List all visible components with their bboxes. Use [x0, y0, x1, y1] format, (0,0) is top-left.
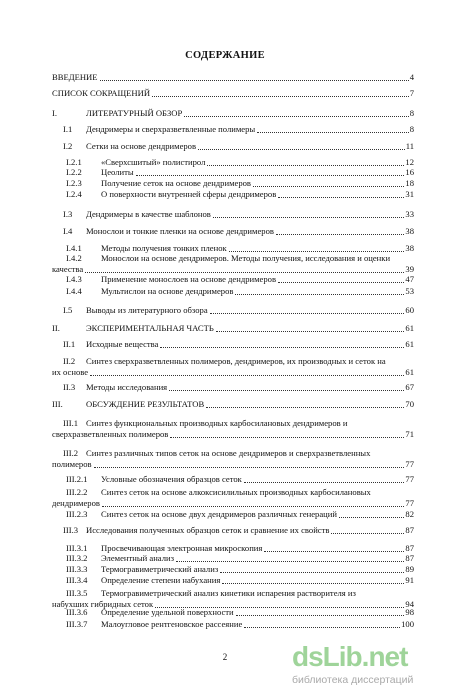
toc-dot-leader — [278, 197, 404, 198]
toc-dot-leader — [136, 175, 405, 176]
toc-entry-title: ОБСУЖДЕНИЕ РЕЗУЛЬТАТОВ — [86, 399, 205, 409]
toc-entry-number: I.4.3 — [66, 274, 82, 284]
toc-entry-page: 16 — [405, 167, 414, 177]
toc-entry-page: 47 — [405, 274, 414, 284]
toc-entry-number: II. — [52, 323, 60, 333]
toc-dot-leader — [222, 583, 404, 584]
toc-entry-page: 60 — [405, 305, 414, 315]
toc-dot-leader — [276, 234, 404, 235]
toc-entry-number: I.1 — [63, 124, 73, 134]
toc-entry-number: I.4.2 — [66, 253, 82, 263]
toc-dot-leader — [184, 116, 408, 117]
toc-dot-leader — [235, 294, 404, 295]
toc-entry-number: I. — [52, 108, 58, 118]
toc-entry-number: I.4.1 — [66, 243, 82, 253]
watermark-subtitle: библиотека диссертаций — [292, 674, 414, 686]
toc-entry-page: 7 — [409, 88, 414, 98]
toc-entry-number: III.3.2 — [66, 553, 88, 563]
toc-entry-title: Цеолиты — [101, 167, 134, 177]
toc-entry-number: I.4 — [63, 226, 73, 236]
toc-dot-leader — [213, 217, 405, 218]
toc-dot-leader — [169, 390, 404, 391]
toc-dot-leader — [176, 561, 404, 562]
toc-entry-page: 53 — [405, 286, 414, 296]
toc-entry-page: 31 — [405, 189, 414, 199]
toc-entry-page: 11 — [405, 141, 414, 151]
toc-entry-number: I.2 — [63, 141, 73, 151]
toc-entry-page: 12 — [405, 157, 414, 167]
toc-entry-title: Дендримеры и сверхразветвленные полимеры — [86, 124, 256, 134]
toc-entry-title: ВВЕДЕНИЕ — [52, 72, 98, 82]
toc-entry-title: Термогравиметрический анализ кинетики испарения растворителя из — [101, 588, 356, 598]
toc-dot-leader — [339, 517, 404, 518]
toc-entry-page: 89 — [405, 564, 414, 574]
toc-entry-number: I.2.4 — [66, 189, 82, 199]
toc-entry-page: 38 — [405, 243, 414, 253]
toc-entry-title: Методы исследования — [86, 382, 168, 392]
toc-entry-title: Элементный анализ — [101, 553, 174, 563]
toc-dot-leader — [207, 165, 404, 166]
toc-entry-page: 71 — [405, 429, 414, 439]
toc-entry-page: 82 — [405, 509, 414, 519]
toc-dot-leader — [253, 186, 404, 187]
toc-entry-title: ЭКСПЕРИМЕНТАЛЬНАЯ ЧАСТЬ — [86, 323, 214, 333]
toc-entry-title-continuation: полимеров — [52, 459, 92, 469]
toc-entry-page: 87 — [405, 543, 414, 553]
toc-entry-title: Получение сеток на основе дендримеров — [101, 178, 251, 188]
page-title: СОДЕРЖАНИЕ — [185, 50, 265, 61]
toc-entry-title: Сетки на основе дендримеров — [86, 141, 197, 151]
page-number: 2 — [222, 652, 228, 662]
toc-dot-leader — [85, 272, 404, 273]
toc-entry-page: 8 — [409, 108, 414, 118]
toc-entry-page: 70 — [405, 399, 414, 409]
toc-entry-number: III.3.7 — [66, 619, 88, 629]
toc-entry-page: 100 — [401, 619, 414, 629]
toc-dot-leader — [236, 615, 405, 616]
toc-entry-title-continuation: дендримеров — [52, 498, 100, 508]
toc-entry-number: I.4.4 — [66, 286, 82, 296]
toc-entry-title: Синтез сверхразветвленных полимеров, дендримеров, их производных и сеток на — [86, 356, 386, 366]
toc-entry-number: II.2 — [63, 356, 76, 366]
toc-dot-leader — [152, 96, 409, 97]
watermark-logo: dsLib.net — [292, 641, 408, 672]
toc-entry-page: 61 — [405, 323, 414, 333]
toc-entry-number: III. — [52, 399, 63, 409]
toc-entry-number: III.3 — [63, 525, 79, 535]
toc-entry-page: 8 — [409, 124, 414, 134]
toc-dot-leader — [257, 132, 409, 133]
toc-dot-leader — [331, 533, 404, 534]
toc-dot-leader — [244, 482, 405, 483]
toc-entry-number: III.3.1 — [66, 543, 88, 553]
toc-entry-number: I.2.1 — [66, 157, 82, 167]
toc-entry-title: СПИСОК СОКРАЩЕНИЙ — [52, 88, 151, 98]
toc-entry-number: III.3.3 — [66, 564, 88, 574]
toc-entry-page: 38 — [405, 226, 414, 236]
toc-entry-page: 4 — [409, 72, 414, 82]
toc-entry-page: 87 — [405, 553, 414, 563]
toc-dot-leader — [264, 551, 404, 552]
toc-entry-number: I.2.3 — [66, 178, 82, 188]
toc-dot-leader — [198, 149, 405, 150]
toc-entry-title-continuation: сверхразветвленных полимеров — [52, 429, 169, 439]
toc-entry-number: III.3.6 — [66, 607, 88, 617]
toc-entry-title: Малоугловое рентгеновское рассеяние — [101, 619, 243, 629]
toc-dot-leader — [94, 467, 405, 468]
toc-entry-title: Определение удельной поверхности — [101, 607, 234, 617]
toc-entry-title: Исследования полученных образцов сеток и сравнение их свойств — [86, 525, 330, 535]
toc-entry-number: I.2.2 — [66, 167, 82, 177]
toc-entry-number: III.2 — [63, 448, 79, 458]
toc-dot-leader — [220, 572, 404, 573]
toc-entry-number: III.2.2 — [66, 487, 88, 497]
toc-dot-leader — [170, 437, 404, 438]
toc-entry-number: I.3 — [63, 209, 73, 219]
toc-entry-title: Определение степени набухания — [101, 575, 221, 585]
toc-dot-leader — [278, 282, 404, 283]
toc-entry-number: II.3 — [63, 382, 76, 392]
toc-entry-title: О поверхности внутренней сферы дендримеров — [101, 189, 277, 199]
toc-entry-title: Монослои и тонкие пленки на основе дендримеров — [86, 226, 274, 236]
toc-entry-title: Дендримеры в качестве шаблонов — [86, 209, 211, 219]
toc-entry-page: 77 — [405, 498, 414, 508]
toc-entry-title: Синтез сеток на основе двух дендримеров различных генераций — [101, 509, 337, 519]
toc-dot-leader — [102, 506, 404, 507]
toc-entry-number: II.1 — [63, 339, 76, 349]
toc-entry-page: 91 — [405, 575, 414, 585]
toc-dot-leader — [244, 627, 400, 628]
toc-entry-number: III.2.1 — [66, 474, 88, 484]
toc-dot-leader — [210, 313, 405, 314]
toc-dot-leader — [100, 80, 409, 81]
toc-entry-title: Условные обозначения образцов сеток — [101, 474, 242, 484]
toc-entry-title: Термогравиметрический анализ — [101, 564, 219, 574]
toc-entry-page: 67 — [405, 382, 414, 392]
toc-entry-title: Монослои на основе дендримеров. Методы получения, исследования и оценки — [101, 253, 391, 263]
toc-entry-page: 33 — [405, 209, 414, 219]
toc-entry-number: I.5 — [63, 305, 73, 315]
toc-entry-page: 77 — [405, 459, 414, 469]
toc-entry-page: 98 — [405, 607, 414, 617]
toc-entry-number: III.1 — [63, 418, 79, 428]
toc-entry-title-continuation: набухших гибридных сеток — [52, 599, 154, 609]
toc-entry-page: 18 — [405, 178, 414, 188]
toc-entry-title: Просвечивающая электронная микроскопия — [101, 543, 263, 553]
toc-entry-number: III.3.5 — [66, 588, 88, 598]
toc-entry-title: Мультислои на основе дендримеров — [101, 286, 234, 296]
toc-entry-title-continuation: качества — [52, 264, 84, 274]
toc-dot-leader — [229, 251, 405, 252]
toc-dot-leader — [90, 375, 404, 376]
toc-entry-title-continuation: их основе — [52, 367, 89, 377]
toc-entry-title: Применение монослоев на основе дендримеров — [101, 274, 277, 284]
toc-entry-page: 61 — [405, 367, 414, 377]
toc-entry-title: Исходные вещества — [86, 339, 159, 349]
toc-entry-title: Синтез функциональных производных карбосилановых дендримеров и — [86, 418, 348, 428]
toc-entry-title: «Сверхсшитый» полистирол — [101, 157, 206, 167]
watermark — [292, 641, 450, 691]
toc-entry-title: Методы получения тонких пленок — [101, 243, 227, 253]
toc-entry-title: ЛИТЕРАТУРНЫЙ ОБЗОР — [86, 108, 183, 118]
toc-entry-title: Выводы из литературного обзора — [86, 305, 208, 315]
toc-entry-page: 87 — [405, 525, 414, 535]
toc-dot-leader — [216, 331, 405, 332]
toc-entry-page: 77 — [405, 474, 414, 484]
toc-dot-leader — [206, 407, 404, 408]
toc-entry-title: Синтез сеток на основе алкоксисилильных производных карбосилановых — [101, 487, 371, 497]
toc-entry-number: III.3.4 — [66, 575, 88, 585]
toc-entry-page: 39 — [405, 264, 414, 274]
toc-entry-number: III.2.3 — [66, 509, 88, 519]
toc-entry-page: 94 — [405, 599, 414, 609]
toc-dot-leader — [160, 347, 404, 348]
toc-entry-page: 61 — [405, 339, 414, 349]
toc-entry-title: Синтез различных типов сеток на основе дендримеров и сверхразветвленных — [86, 448, 371, 458]
